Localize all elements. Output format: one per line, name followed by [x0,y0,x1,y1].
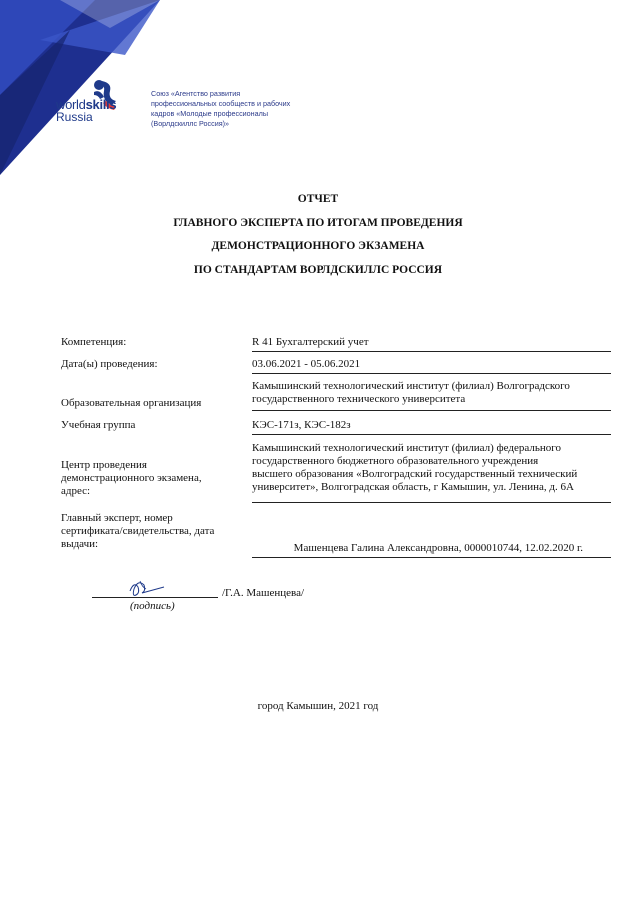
logo-word-skills: skills [85,97,117,112]
title-line: ОТЧЕТ [297,193,339,205]
logo-word-russia: Russia [56,110,93,124]
center-value-line: университет», Волгоградская область, г Камышин, ул. Ленина, д. 6А [252,481,574,493]
signature-line [92,597,218,598]
org-value-line: Камышинский технологический институт (филиал) Волгоградского [252,380,570,392]
competency-value: R 41 Бухгалтерский учет [252,336,369,348]
center-value-line: высшего образования «Волгоградский государственный технический [252,468,578,480]
competency-label: Компетенция: [61,336,127,348]
signature-name: /Г.А. Машенцева/ [222,587,305,599]
dates-value: 03.06.2021 - 05.06.2021 [252,358,361,370]
footer-city-year: город Камышин, 2021 год [257,700,379,712]
group-value: КЭС-171з, КЭС-182з [252,419,351,431]
union-name [151,89,301,129]
competency-underline [252,351,611,352]
expert-label-line: выдачи: [61,538,99,550]
title-line: ГЛАВНОГО ЭКСПЕРТА ПО ИТОГАМ ПРОВЕДЕНИЯ [173,216,463,229]
org-underline [252,410,611,411]
group-label: Учебная группа [61,419,136,431]
dates-label: Дата(ы) проведения: [61,358,158,370]
center-label-line: Центр проведения [61,459,147,471]
union-line: профессиональных сообществ и рабочих [151,99,291,108]
org-value [252,380,611,406]
corner-decoration [0,0,170,180]
dates-underline [252,373,611,374]
expert-label-line: сертификата/свидетельства, дата [61,525,215,537]
expert-value: Машенцева Галина Александровна, 0000010744, 12.02.2020 г. [293,542,583,554]
center-label-line: демонстрационного экзамена, [61,472,202,484]
center-value [252,442,611,494]
center-value-line: государственного бюджетного образовательного учреждения [252,455,539,467]
expert-label-line: Главный эксперт, номер [61,512,173,524]
title-line: ДЕМОНСТРАЦИОННОГО ЭКЗАМЕНА [211,240,425,252]
center-label [61,459,202,498]
title-line: ПО СТАНДАРТАМ ВОРЛДСКИЛЛС РОССИЯ [193,263,443,276]
union-line: (Ворлдскиллс Россия)» [151,119,230,128]
center-label-line: адрес: [61,485,91,497]
document-title [0,188,636,282]
union-line: Союз «Агентство развития [151,89,241,98]
group-underline [252,434,611,435]
signature-scribble-icon [124,577,174,599]
expert-underline [252,557,611,558]
org-label: Образовательная организация [61,397,202,409]
signature-caption: (подпись) [130,600,175,612]
org-value-line: государственного технического университета [252,393,466,405]
logo-word-world: world [56,97,86,112]
union-line: кадров «Молодые профессионалы [151,109,269,118]
center-underline [252,502,611,503]
worldskills-logo [56,99,116,123]
expert-label [61,512,214,551]
center-value-line: Камышинский технологический институт (филиал) федерального [252,442,561,454]
